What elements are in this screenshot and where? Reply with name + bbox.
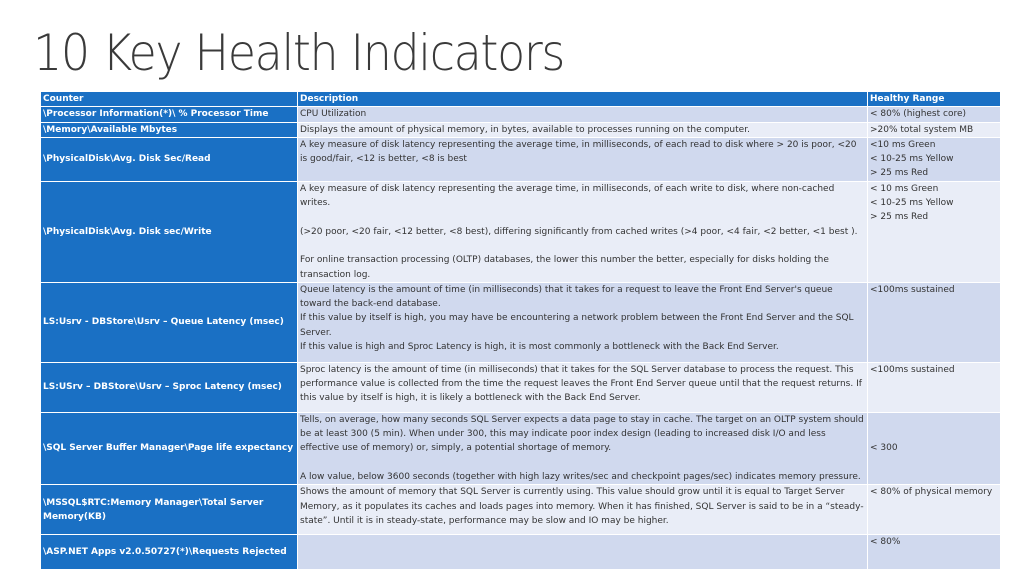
counter-cell: LS:USrv – DBStore\Usrv – Sproc Latency (msec) — [41, 362, 298, 412]
description-gap — [300, 456, 865, 470]
table-row — [41, 181, 1001, 282]
counter-cell: LS:Usrv - DBStore\Usrv – Queue Latency (msec) — [41, 282, 298, 362]
healthy-range-cell — [868, 107, 1001, 122]
healthy-range-text: <10 ms Green — [870, 139, 936, 150]
description-cell — [298, 137, 868, 181]
healthy-range-cell — [868, 485, 1001, 535]
description-cell — [298, 107, 868, 122]
healthy-range-cell — [868, 282, 1001, 362]
table-row — [41, 122, 1001, 137]
description-text: (>20 poor, <20 fair, <12 better, <8 best), differing significantly from cached writes (>4 poor, <4 fair, <2 better, <1 best ). — [300, 226, 858, 237]
healthy-range-text: < 10 ms Green — [870, 183, 939, 194]
healthy-range-cell — [868, 122, 1001, 137]
table-body — [41, 107, 1001, 570]
healthy-range-cell — [868, 535, 1001, 570]
description-text: Displays the amount of physical memory, in bytes, available to processes running on the computer. — [300, 124, 750, 135]
counter-cell: \PhysicalDisk\Avg. Disk Sec/Read — [41, 137, 298, 181]
table-row — [41, 137, 1001, 181]
healthy-range-text: < 80% (highest core) — [870, 109, 967, 120]
description-text: A low value, below 3600 seconds (together with high lazy writes/sec and checkpoint pages/sec) indicates memory pressure. — [300, 472, 861, 483]
healthy-range-text: > 25 ms Red — [870, 168, 929, 179]
table-row — [41, 362, 1001, 412]
table-row — [41, 485, 1001, 535]
healthy-range-text: < 300 — [870, 443, 898, 454]
column-header-healthy-range: Healthy Range — [868, 92, 1001, 107]
description-text: Shows the amount of memory that SQL Server is currently using. This value should grow until it is equal to Target Server Memory, as it populates its caches and loads pages into memory. When it has finished, SQL Server is said to be in a “steady-state”. Until it is in steady-state, performance may be slow and IO may be higher. — [300, 487, 864, 526]
description-text: Tells, on average, how many seconds SQL Server expects a data page to stay in cache. The target on an OLTP system should be at least 300 (5 min). When under 300, this may indicate poor index design (leading to increased disk I/O and less effective use of memory) or, simply, a potential shortage of memory. — [300, 414, 864, 454]
column-header-description: Description — [298, 92, 868, 107]
healthy-range-cell — [868, 181, 1001, 282]
description-cell — [298, 181, 868, 282]
counter-cell: \MSSQL$RTC:Memory Manager\Total Server Memory(KB) — [41, 485, 298, 535]
healthy-range-text: < 10-25 ms Yellow — [870, 154, 954, 165]
description-cell — [298, 122, 868, 137]
healthy-range-cell — [868, 137, 1001, 181]
table-row — [41, 535, 1001, 570]
healthy-range-cell — [868, 412, 1001, 484]
healthy-range-text: <100ms sustained — [870, 364, 955, 375]
healthy-range-text: >20% total system MB — [870, 124, 974, 135]
counter-cell: \ASP.NET Apps v2.0.50727(*)\Requests Rejected — [41, 535, 298, 570]
counter-cell: \SQL Server Buffer Manager\Page life expectancy — [41, 412, 298, 484]
table-row — [41, 107, 1001, 122]
healthy-range-text: < 80% — [870, 537, 901, 548]
healthy-range-text: < 10-25 ms Yellow — [870, 198, 954, 209]
healthy-range-text: <100ms sustained — [870, 284, 955, 295]
healthy-range-text: < 80% of physical memory — [870, 487, 993, 498]
description-cell — [298, 535, 868, 570]
description-text: A key measure of disk latency representing the average time, in milliseconds, of each write to disk, where non-cached writes. — [300, 183, 835, 209]
description-gap — [300, 210, 865, 224]
description-cell — [298, 412, 868, 484]
counter-cell: \PhysicalDisk\Avg. Disk sec/Write — [41, 181, 298, 282]
table-header-row — [41, 92, 1001, 107]
description-gap — [300, 535, 865, 549]
description-text: If this value is high and Sproc Latency is high, it is most commonly a bottleneck with the Back End Server. — [300, 342, 779, 353]
description-gap — [300, 239, 865, 253]
counter-cell: \Memory\Available Mbytes — [41, 122, 298, 137]
description-cell — [298, 485, 868, 535]
table-row — [41, 282, 1001, 362]
description-text: Queue latency is the amount of time (in milliseconds) that it takes for a request to leave the Front End Server's queue toward the back-end database. — [300, 284, 833, 310]
column-header-counter: Counter — [41, 92, 298, 107]
description-cell — [298, 282, 868, 362]
description-text: CPU Utilization — [300, 109, 367, 120]
page-title: 10 Key Health Indicators — [33, 24, 564, 82]
healthy-range-cell — [868, 362, 1001, 412]
description-cell — [298, 362, 868, 412]
description-text: A key measure of disk latency representing the average time, in milliseconds, of each read to disk where > 20 is poor, <20 is good/fair, <12 is better, <8 is best — [300, 139, 857, 165]
table-row — [41, 412, 1001, 484]
description-text: If this value by itself is high, you may have be encountering a network problem between the Front End Server and the SQL Server. — [300, 313, 854, 338]
health-indicators-table — [40, 91, 1001, 570]
description-text: For online transaction processing (OLTP) databases, the lower this number the better, especially for disks holding the transaction log. — [300, 255, 829, 280]
counter-cell: \Processor Information(*)\ % Processor Time — [41, 107, 298, 122]
healthy-range-text: > 25 ms Red — [870, 212, 929, 223]
description-text: Sproc latency is the amount of time (in milliseconds) that it takes for the SQL Server database to process the request. This performance value is collected from the time the request leaves the Front End Server queue until that the request returns. If this value by itself is high, it is likely a bottleneck with the Back End Server. — [300, 364, 862, 404]
